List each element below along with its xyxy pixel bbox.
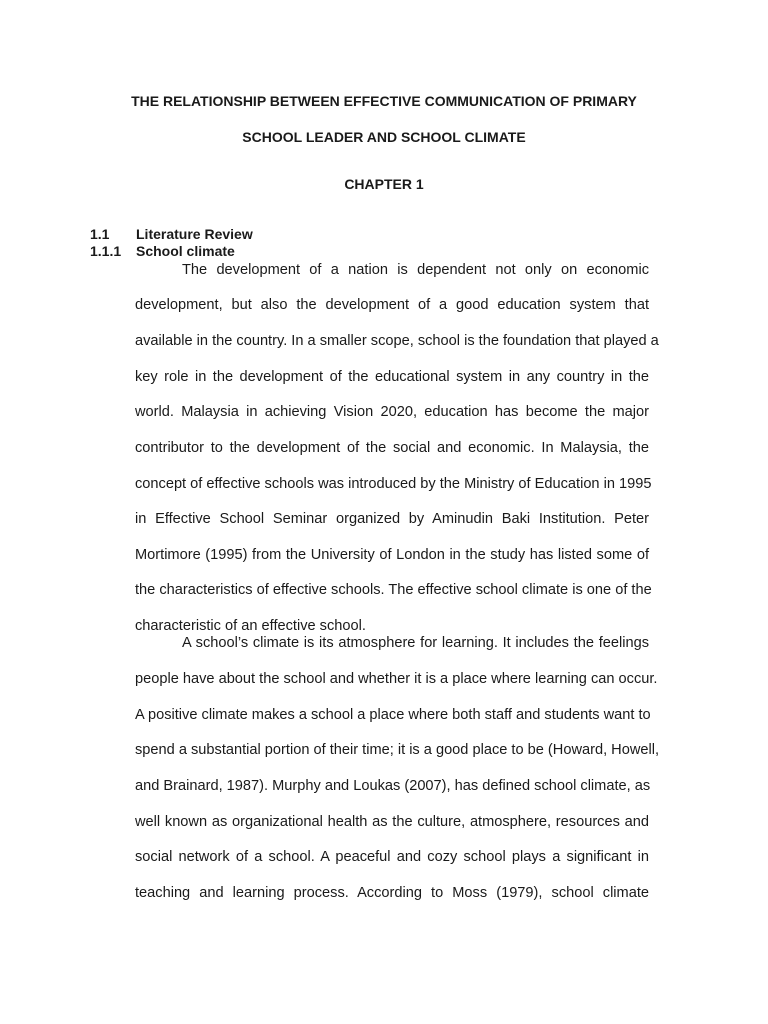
section-number: 1.1.1: [90, 243, 122, 259]
text-line: contributor to the development of the social and economic. In Malaysia, the: [135, 440, 649, 456]
text-line: people have about the school and whether it is a place where learning can occur.: [135, 671, 658, 687]
text-line: the characteristics of effective schools. The effective school climate is one of the: [135, 582, 652, 598]
text-line: Mortimore (1995) from the University of London in the study has listed some of: [135, 547, 649, 563]
subsection-heading: [90, 243, 235, 259]
document-title-line-2: SCHOOL LEADER AND SCHOOL CLIMATE: [242, 129, 526, 145]
text-line: available in the country. In a smaller scope, school is the foundation that played a: [135, 333, 659, 349]
text-line: A positive climate makes a school a place where both staff and students want to: [135, 707, 651, 723]
text-line: and Brainard, 1987). Murphy and Loukas (2007), has defined school climate, as: [135, 778, 651, 794]
text-line: social network of a school. A peaceful and cozy school plays a significant in: [135, 849, 649, 865]
text-line: key role in the development of the educational system in any country in the: [135, 369, 649, 385]
text-line: The development of a nation is dependent not only on economic: [182, 262, 649, 278]
text-line: A school’s climate is its atmosphere for learning. It includes the feelings: [182, 635, 649, 651]
text-line: characteristic of an effective school.: [135, 618, 366, 634]
section-heading: [90, 226, 253, 242]
text-line: well known as organizational health as the culture, atmosphere, resources and: [135, 814, 649, 830]
text-line: development, but also the development of a good education system that: [135, 297, 649, 313]
text-line: in Effective School Seminar organized by Aminudin Baki Institution. Peter: [135, 511, 649, 527]
text-line: concept of effective schools was introduced by the Ministry of Education in 1995: [135, 476, 652, 492]
section-number: 1.1: [90, 226, 110, 242]
section-title: Literature Review: [136, 226, 253, 242]
chapter-heading: CHAPTER 1: [344, 176, 424, 192]
text-line: teaching and learning process. According to Moss (1979), school climate: [135, 885, 649, 901]
text-line: spend a substantial portion of their time; it is a good place to be (Howard, Howell,: [135, 742, 660, 758]
section-title: School climate: [136, 243, 235, 259]
document-title-line-1: THE RELATIONSHIP BETWEEN EFFECTIVE COMMUNICATION OF PRIMARY: [131, 93, 637, 109]
text-line: world. Malaysia in achieving Vision 2020, education has become the major: [135, 404, 649, 420]
